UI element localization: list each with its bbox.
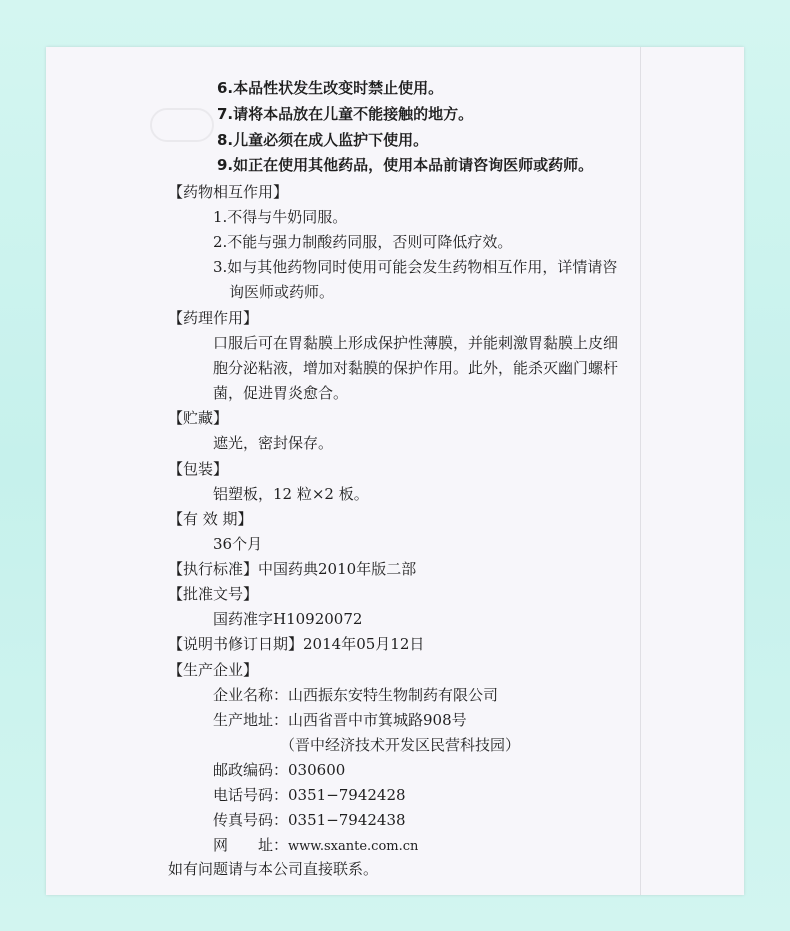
section-heading-manufacturer: 【生产企业】: [168, 661, 259, 679]
precaution-6: 6.本品性状发生改变时禁止使用。: [217, 79, 444, 97]
manufacturer-name-label: 企业名称：: [213, 686, 289, 704]
section-heading-revision: 【说明书修订日期】: [168, 635, 304, 653]
manufacturer-name-row: [213, 685, 498, 705]
manufacturer-fax-row: [213, 810, 406, 830]
interaction-item: 2.不能与强力制酸药同服，否则可降低疗效。: [213, 233, 513, 251]
pharmacology-line: 胞分泌粘液，增加对黏膜的保护作用。此外，能杀灭幽门螺杆: [213, 359, 619, 377]
section-heading-package: 【包装】: [168, 460, 229, 478]
manufacturer-address-note: （晋中经济技术开发区民营科技园）: [280, 736, 521, 754]
pharmacology-line: 菌，促进胃炎愈合。: [213, 384, 349, 402]
precaution-8: 8.儿童必须在成人监护下使用。: [217, 131, 429, 149]
fold-line: [640, 47, 641, 895]
approval-number: 国药准字H10920072: [213, 610, 363, 628]
section-heading-validity: 【有 效 期】: [168, 510, 253, 528]
postcode: 030600: [288, 761, 346, 779]
precaution-7: 7.请将本品放在儿童不能接触的地方。: [217, 105, 474, 123]
manufacturer-web-row: [213, 835, 418, 857]
web-label: 网 址：: [213, 836, 289, 854]
footer-contact-note: 如有问题请与本公司直接联系。: [168, 860, 379, 878]
interaction-item: 询医师或药师。: [229, 283, 335, 301]
section-heading-storage: 【贮藏】: [168, 409, 229, 427]
phone-label: 电话号码：: [213, 786, 289, 804]
precaution-9: 9.如正在使用其他药品，使用本品前请咨询医师或药师。: [217, 156, 594, 174]
manufacturer-postcode-row: [213, 760, 345, 780]
section-heading-standard: 【执行标准】: [168, 560, 259, 578]
manufacturer-name: 山西振东安特生物制药有限公司: [288, 686, 499, 704]
fax: 0351−7942438: [288, 811, 406, 829]
section-revision: [168, 634, 424, 654]
section-heading-interactions: 【药物相互作用】: [168, 183, 289, 201]
revision-date: 2014年05月12日: [303, 635, 425, 653]
fax-label: 传真号码：: [213, 811, 289, 829]
show-through-mark: [150, 108, 214, 142]
interaction-item: 3.如与其他药物同时使用可能会发生药物相互作用，详情请咨: [213, 258, 618, 276]
section-heading-approval: 【批准文号】: [168, 585, 259, 603]
manufacturer-phone-row: [213, 785, 406, 805]
section-standard: [168, 559, 416, 579]
interaction-item: 1.不得与牛奶同服。: [213, 208, 348, 226]
storage-text: 遮光，密封保存。: [213, 434, 334, 452]
pharmacology-line: 口服后可在胃黏膜上形成保护性薄膜，并能刺激胃黏膜上皮细: [213, 334, 619, 352]
standard-text: 中国药典2010年版二部: [258, 560, 417, 578]
manufacturer-address-row: [213, 710, 467, 730]
validity-text: 36个月: [213, 535, 263, 553]
website: www.sxante.com.cn: [288, 839, 419, 854]
manufacturer-address-label: 生产地址：: [213, 711, 289, 729]
section-heading-pharmacology: 【药理作用】: [168, 309, 259, 327]
phone: 0351−7942428: [288, 786, 406, 804]
manufacturer-address: 山西省晋中市箕城路908号: [288, 711, 467, 729]
package-text: 铝塑板，12 粒×2 板。: [213, 485, 369, 503]
postcode-label: 邮政编码：: [213, 761, 289, 779]
